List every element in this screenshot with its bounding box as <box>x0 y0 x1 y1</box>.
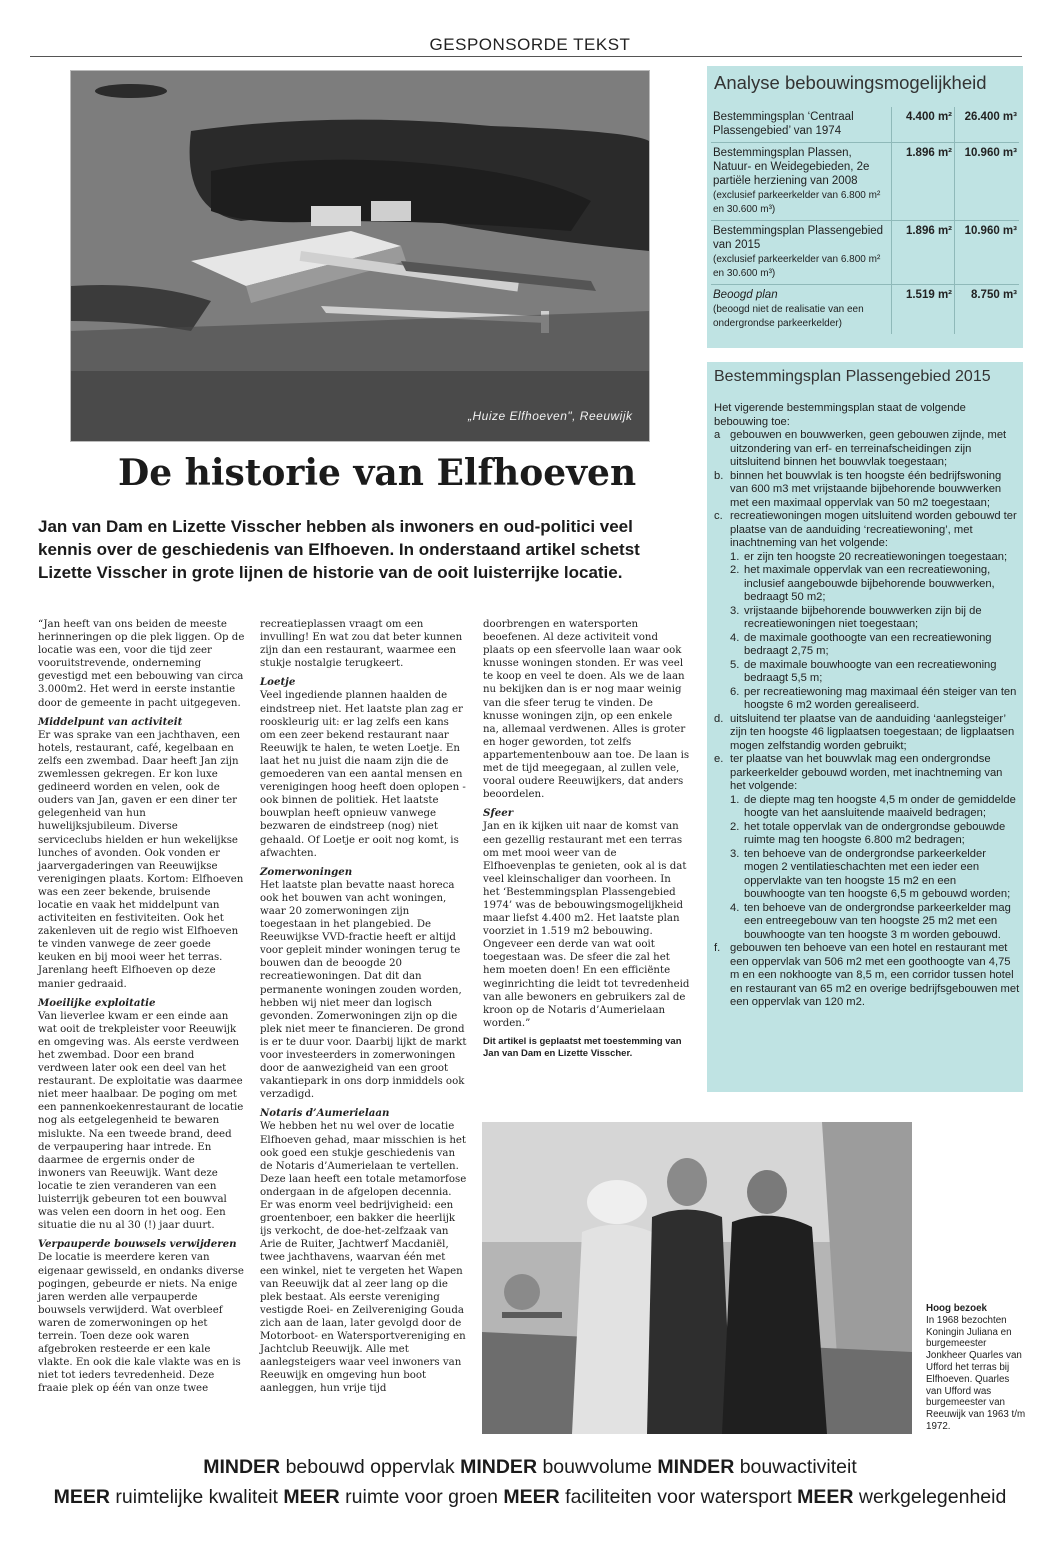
list-subitem <box>714 821 1020 848</box>
row-note: (exclusief parkeerkelder van 6.800 m² en 30.600 m³) <box>713 190 881 215</box>
list-item <box>714 470 1020 511</box>
list-marker: f. <box>714 942 721 954</box>
analysis-table <box>711 107 1019 334</box>
royal-visit-photo-drawing <box>482 1122 912 1434</box>
keyword-minder: MINDER <box>460 1456 538 1478</box>
list-marker: b. <box>714 469 724 482</box>
analysis-area: 1.896 m² <box>892 221 955 285</box>
list-marker: 4. <box>730 901 740 914</box>
list-text: ten behoeve van de ondergrondse parkeerkelder mag een entreegebouw van ten hoogste 25 m2 met een bouwhoogte van ten hoogste 3 m worden gebouwd. <box>744 901 1011 941</box>
list-text: de diepte mag ten hoogste 4,5 m onder de gemiddelde hoogte van het aansluitende maaiveld bedragen; <box>744 793 1016 819</box>
list-text: gebouwen en bouwwerken, geen gebouwen zijnde, met uitzondering van erf- en terreinafscheidingen zijn uitsluitend binnen het bouwvlak toegestaan; <box>730 429 1007 468</box>
list-text: vrijstaande bijbehorende bouwwerken zijn bij de recreatiewoningen niet toegestaan; <box>744 604 982 630</box>
slogan-phrase: ruimtelijke kwaliteit <box>115 1486 278 1508</box>
plan-2015-intro: Het vigerende bestemmingsplan staat de volgende bebouwing toe: <box>714 402 966 428</box>
list-item <box>714 713 1020 754</box>
list-marker: 3. <box>730 604 740 617</box>
article-paragraph: doorbrengen en watersporten beoefenen. Al deze activiteit vond plaats op een sfeervolle laan waar ook knusse woningen stonden. Er was veel te koop en veel te doen. Als we de laan nu bekijken dan is er nog maar weinig van die sfeer terug te vinden. De knusse woningen zijn, op een enkele na, allemaal verdwenen. Alles is groter en hoger geworden, tot zelfs appartementenbouw aan toe. De laan is met de tijd meegegaan, al zullen vele, vooral oudere Reeuwijkers, dat anders beoordelen. <box>483 619 690 801</box>
photo-caption <box>926 1303 1026 1433</box>
subheading-exploitatie: Moeilijke exploitatie <box>38 996 156 1009</box>
keyword-meer: MEER <box>53 1486 110 1508</box>
subheading-loetje: Loetje <box>260 676 296 689</box>
list-marker: 3. <box>730 847 740 860</box>
list-marker: c. <box>714 510 723 522</box>
list-subitem <box>714 686 1020 713</box>
article-paragraph: Er was sprake van een jachthaven, een hotels, restaurant, café, kegelbaan en zelfs een zwembad. Daar heeft Jan zijn zwemlessen gekregen. Er kon luxe gedineerd worden en velen, ook de ouders van Jan, gaven er een diner ter gelegenheid van hun huwelijksjubileum. Diverse serviceclubs hielden er hun wekelijkse lunches of avonden. Ook vonden er jaarvergaderingen van Reeuwijkse verenigingen plaats. Kortom: Elfhoeven was een zeer bekende, bruisende locatie en vaak het middelpunt van activiteiten en festiviteiten. Ook het zakenleven uit de regio wist Elfhoeven te vinden vanwege de zeer goede keuken en bij mooi weer het terras. Jarenlang heeft Elfhoeven op deze manier gedraaid. <box>38 729 244 990</box>
analysis-row-label <box>711 143 892 221</box>
list-subitem <box>714 632 1020 659</box>
analysis-row-label <box>711 107 892 143</box>
row-label-text: Bestemmingsplan Plassen, Natuur- en Weidegebieden, 2e partiële herziening van 2008 <box>713 147 870 187</box>
analysis-row <box>711 285 1019 335</box>
plan-2015-content <box>714 402 1020 1010</box>
list-marker: 2. <box>730 564 740 576</box>
analysis-area: 1.896 m² <box>892 143 955 221</box>
list-item <box>714 510 1020 551</box>
royal-visit-photo <box>482 1122 912 1434</box>
list-text: binnen het bouwvlak is ten hoogste één bedrijfswoning van 600 m3 met vrijstaande bijbehorende bouwwerken met een maximaal oppervlak van 50 m2 toegestaan; <box>730 469 1002 509</box>
plan-2015-list <box>714 429 1020 1010</box>
analysis-volume: 10.960 m³ <box>955 143 1020 221</box>
list-marker: 2. <box>730 820 740 833</box>
slogan-phrase: ruimte voor groen <box>345 1486 498 1508</box>
sponsored-text-label: GESPONSORDE TEKST <box>429 35 631 54</box>
analysis-volume: 26.400 m³ <box>955 107 1020 143</box>
subheading-verpauperde: Verpauperde bouwsels verwijderen <box>38 1238 237 1251</box>
list-text: uitsluitend ter plaatse van de aanduiding ‘aanlegsteiger’ zijn ten hoogste 46 ligplaatsen toegestaan; de ligplaatsen mogen zelfstandig worden gebruikt; <box>730 712 1015 752</box>
list-marker: 4. <box>730 631 740 644</box>
keyword-minder: MINDER <box>203 1456 281 1478</box>
list-subitem <box>714 794 1020 821</box>
analysis-row-label <box>711 221 892 285</box>
list-text: er zijn ten hoogste 20 recreatiewoningen toegestaan; <box>744 550 1008 563</box>
analysis-title: Analyse bebouwingsmogelijkheid <box>714 72 987 93</box>
list-item <box>714 429 1020 470</box>
article-paragraph: “Jan heeft van ons beiden de meeste herinneringen op die plek liggen. Op de locatie was een, voor die tijd zeer vooruitstrevende, onderneming gevestigd met een bebouwing van circa 3.000m2. Het werd in eerste instantie door de gemeente in pacht uitgegeven. <box>38 619 245 709</box>
slogan-line-meer <box>0 1486 1060 1509</box>
list-marker: a <box>714 429 721 441</box>
aerial-photo-caption: „Huize Elfhoeven", Reeuwijk <box>468 409 633 423</box>
analysis-row <box>711 221 1019 285</box>
article-paragraph: Veel ingediende plannen haalden de eindstreep niet. Het laatste plan zag er rooskleurig uit: er lag zelfs een kans om een zeer bekend restaurant naar Reeuwijk te halen, te weten Loetje. En laat het nu juist die naam zijn die de gemoederen van een aantal mensen en verenigingen hoog heeft doen oplopen - ook binnen de politiek. Het laatste bouwplan heeft opnieuw vanwege bezwaren de eindstreep (nog) niet gehaald. Of Loetje er ooit nog komt, is afwachten. <box>260 690 466 859</box>
list-text: gebouwen ten behoeve van een hotel en restaurant met een oppervlak van 506 m2 met een goothoogte van 4,75 m en een nokhoogte van 8,5 m, een corridor tussen hotel en restaurant van 65 m2 en overige bedrijfsgebouwen met een oppervlak van 120 m2. <box>730 942 1020 1008</box>
row-label-text: Beoogd plan <box>713 289 778 301</box>
subheading-notaris: Notaris d’Aumerielaan <box>260 1107 390 1120</box>
analysis-area: 1.519 m² <box>892 285 955 335</box>
photo-caption-text: In 1968 bezochten Koningin Juliana en burgemeester Jonkheer Quarles van Ufford het terras bij Elfhoeven. Quarles van Ufford was burgemeester van Reeuwijk van 1963 t/m 1972. <box>926 1314 1026 1432</box>
row-label-text: Bestemmingsplan ‘Centraal Plassengebied’ van 1974 <box>713 111 854 137</box>
list-text: het totale oppervlak van de ondergrondse gebouwde ruimte mag ten hoogste 6.800 m2 bedragen; <box>744 820 1006 846</box>
list-item <box>714 753 1020 794</box>
slogan-phrase: faciliteiten voor watersport <box>565 1486 792 1508</box>
analysis-row-label <box>711 285 892 335</box>
analysis-volume: 8.750 m³ <box>955 285 1020 335</box>
keyword-meer: MEER <box>797 1486 854 1508</box>
article-column-2 <box>260 618 467 1401</box>
analysis-volume: 10.960 m³ <box>955 221 1020 285</box>
list-marker: 1. <box>730 550 740 563</box>
slogan-line-minder <box>0 1456 1060 1479</box>
list-subitem <box>714 659 1020 686</box>
list-subitem <box>714 605 1020 632</box>
list-marker: 6. <box>730 685 740 698</box>
slogan-phrase: bouwactiviteit <box>739 1456 857 1478</box>
list-marker: 5. <box>730 658 740 671</box>
list-text: per recreatiewoning mag maximaal één steiger van ten hoogste 6 m2 worden gerealiseerd. <box>744 685 1017 711</box>
subheading-zomerwoningen: Zomerwoningen <box>260 865 353 878</box>
list-subitem <box>714 564 1020 605</box>
row-label-text: Bestemmingsplan Plassengebied van 2015 <box>713 225 884 251</box>
list-subitem <box>714 848 1020 902</box>
list-text: ter plaatse van het bouwvlak mag een ondergrondse parkeerkelder gebouwd worden, met inachtneming van het volgende: <box>730 753 1003 792</box>
list-subitem <box>714 551 1020 565</box>
analysis-row <box>711 143 1019 221</box>
article-paragraph: recreatieplassen vraagt om een invulling! En wat zou dat beter kunnen zijn dan een restaurant, waarmee een stukje nostalgie terugkeert. <box>260 619 463 670</box>
row-note: (beoogd niet de realisatie van een ondergrondse parkeerkelder) <box>713 304 864 329</box>
aerial-photo-drawing <box>71 71 649 441</box>
list-text: het maximale oppervlak van een recreatiewoning, inclusief aangebouwde bijbehorende bouwwerken, bedraagt 50 m2; <box>744 564 995 603</box>
keyword-minder: MINDER <box>657 1456 735 1478</box>
article-credit: Dit artikel is geplaatst met toestemming van Jan van Dam en Lizette Visscher. <box>483 1035 682 1059</box>
row-note: (exclusief parkeerkelder van 6.800 m² en 30.600 m³) <box>713 254 881 279</box>
subheading-middelpunt: Middelpunt van activiteit <box>38 715 183 728</box>
article-column-1 <box>38 618 245 1401</box>
header-divider <box>30 56 1022 57</box>
list-text: de maximale bouwhoogte van een recreatiewoning bedraagt 5,5 m; <box>744 658 997 684</box>
list-marker: 1. <box>730 793 740 806</box>
list-text: de maximale goothoogte van een recreatiewoning bedraagt 2,75 m; <box>744 631 992 657</box>
article-paragraph: We hebben het nu wel over de locatie Elfhoeven gehad, maar misschien is het ook goed een stukje geschiedenis van de Notaris d’Aumerielaan te vertellen. Deze laan heeft een totale metamorfose ondergaan in de afgelopen decennia. Er was enorm veel bedrijvigheid: een groentenboer, een bakker die heerlijk ijs verkocht, de doe-het-zelfzaak van Arie de Ruiter, Jachtwerf Macdaniël, twee jachthavens, waarvan één met een winkel, niet te vergeten het Wapen van Reeuwijk dat al zeer lang op die plek bestaat. Als eerste vereniging vestigde Roei- en Zeilvereniging Gouda zich aan de laan, later gevolgd door de Motorboot- en Watersportvereniging en Jachtclub Reeuwijk. Alle met aanlegsteigers waar veel inwoners van Reeuwijk en omgeving hun boot aanleggen, hun vrije tijd <box>260 1121 467 1395</box>
analysis-row <box>711 107 1019 143</box>
subheading-sfeer: Sfeer <box>483 807 514 820</box>
list-marker: d. <box>714 712 724 725</box>
article-headline: De historie van Elfhoeven <box>118 452 637 494</box>
list-subitem <box>714 902 1020 943</box>
slogan-phrase: bebouwd oppervlak <box>285 1456 455 1478</box>
article-column-3 <box>483 618 690 1060</box>
list-item <box>714 942 1020 1010</box>
keyword-meer: MEER <box>283 1486 340 1508</box>
article-paragraph: Jan en ik kijken uit naar de komst van een gezellig restaurant met een terras om met mooi weer van de Elfhoevenplas te genieten, ook al is dat veel kleinschaliger dan voorheen. In het ‘Bestemmingsplan Plassengebied 1974’ was de bebouwingsmogelijkheid maar liefst 4.400 m2. Het laatste plan voorziet in 1.519 m2 bebouwing. Ongeveer een derde van wat ooit toegestaan was. De sfeer die zal het hem moeten doen! En een efficiënte weginrichting die leidt tot tevredenheid van alle bewoners en gebruikers zal de kroon op de Notaris d’Aumerielaan worden.” <box>483 821 690 1029</box>
keyword-meer: MEER <box>503 1486 560 1508</box>
photo-caption-title: Hoog bezoek <box>926 1303 987 1314</box>
plan-2015-title: Bestemmingsplan Plassengebied 2015 <box>714 368 991 385</box>
article-paragraph: De locatie is meerdere keren van eigenaar gewisseld, en ondanks diverse pogingen, gebeurde er niets. Na enige jaren werden alle verpauperde bouwsels verwijderd. Wat overbleef waren de zomerwoningen op het terrein. Toen deze ook waren afgebroken resteerde er een kale vlakte. En ook die kale vlakte was en is niet tot ieders tevredenheid. Deze fraaie plek op één van onze twee <box>38 1252 244 1395</box>
article-lead: Jan van Dam en Lizette Visscher hebben als inwoners en oud-politici veel kennis over de geschiedenis van Elfhoeven. In onderstaand artikel schetst Lizette Visscher in grote lijnen de historie van de ooit luisterrijke locatie. <box>38 517 640 582</box>
article-paragraph: Van lieverlee kwam er een einde aan wat ooit de trekpleister voor Reeuwijk en omgeving was. Als eerste verdween het zwembad. Door een brand verdween later ook een deel van het restaurant. De exploitatie was daarmee niet meer haalbaar. De poging om met een pannenkoekenrestaurant de locatie nog als eetgelegenheid te bewaren mislukte. Na een tweede brand, deed de verpaupering haar intrede. En daarmee de ergernis onder de inwoners van Reeuwijk. Want deze locatie te zien veranderen van een luisterrijk gebeuren tot een bouwval was velen een doorn in het oog. Een situatie die nu al 30 (!) jaar duurt. <box>38 1010 244 1232</box>
aerial-photo-elfhoeven <box>70 70 650 442</box>
slogan-phrase: bouwvolume <box>542 1456 652 1478</box>
list-text: ten behoeve van de ondergrondse parkeerkelder mogen 2 ventilatieschachten met een ieder een oppervlakte van ten hoogste 15 m2 en een bouwhoogte van ten hoogste 6,5 m gebouwd worden; <box>744 847 1011 900</box>
list-text: recreatiewoningen mogen uitsluitend worden gebouwd ter plaatse van de aanduiding ‘recreatiewoning’, met inachtneming van het volgende: <box>730 510 1017 549</box>
slogan-phrase: werkgelegenheid <box>858 1486 1007 1508</box>
article-paragraph: Het laatste plan bevatte naast horeca ook het bouwen van acht woningen, waar 20 zomerwoningen zijn toegestaan in het plangebied. De Reeuwijkse VVD-fractie heeft er altijd voor gepleit minder woningen terug te bouwen dan de beoogde 20 recreatiewoningen. Dat dit dan permanente woningen zouden worden, hebben wij niet meer dan logisch gevonden. Zomerwoningen zijn op die plek niet meer te financieren. De grond is er te duur voor. Daarbij lijkt de markt voor investeerders in zomerwoningen door de aanwezigheid van een groot vakantiepark in ons dorp inmiddels ook verzadigd. <box>260 879 467 1101</box>
analysis-area: 4.400 m² <box>892 107 955 143</box>
list-marker: e. <box>714 753 724 765</box>
